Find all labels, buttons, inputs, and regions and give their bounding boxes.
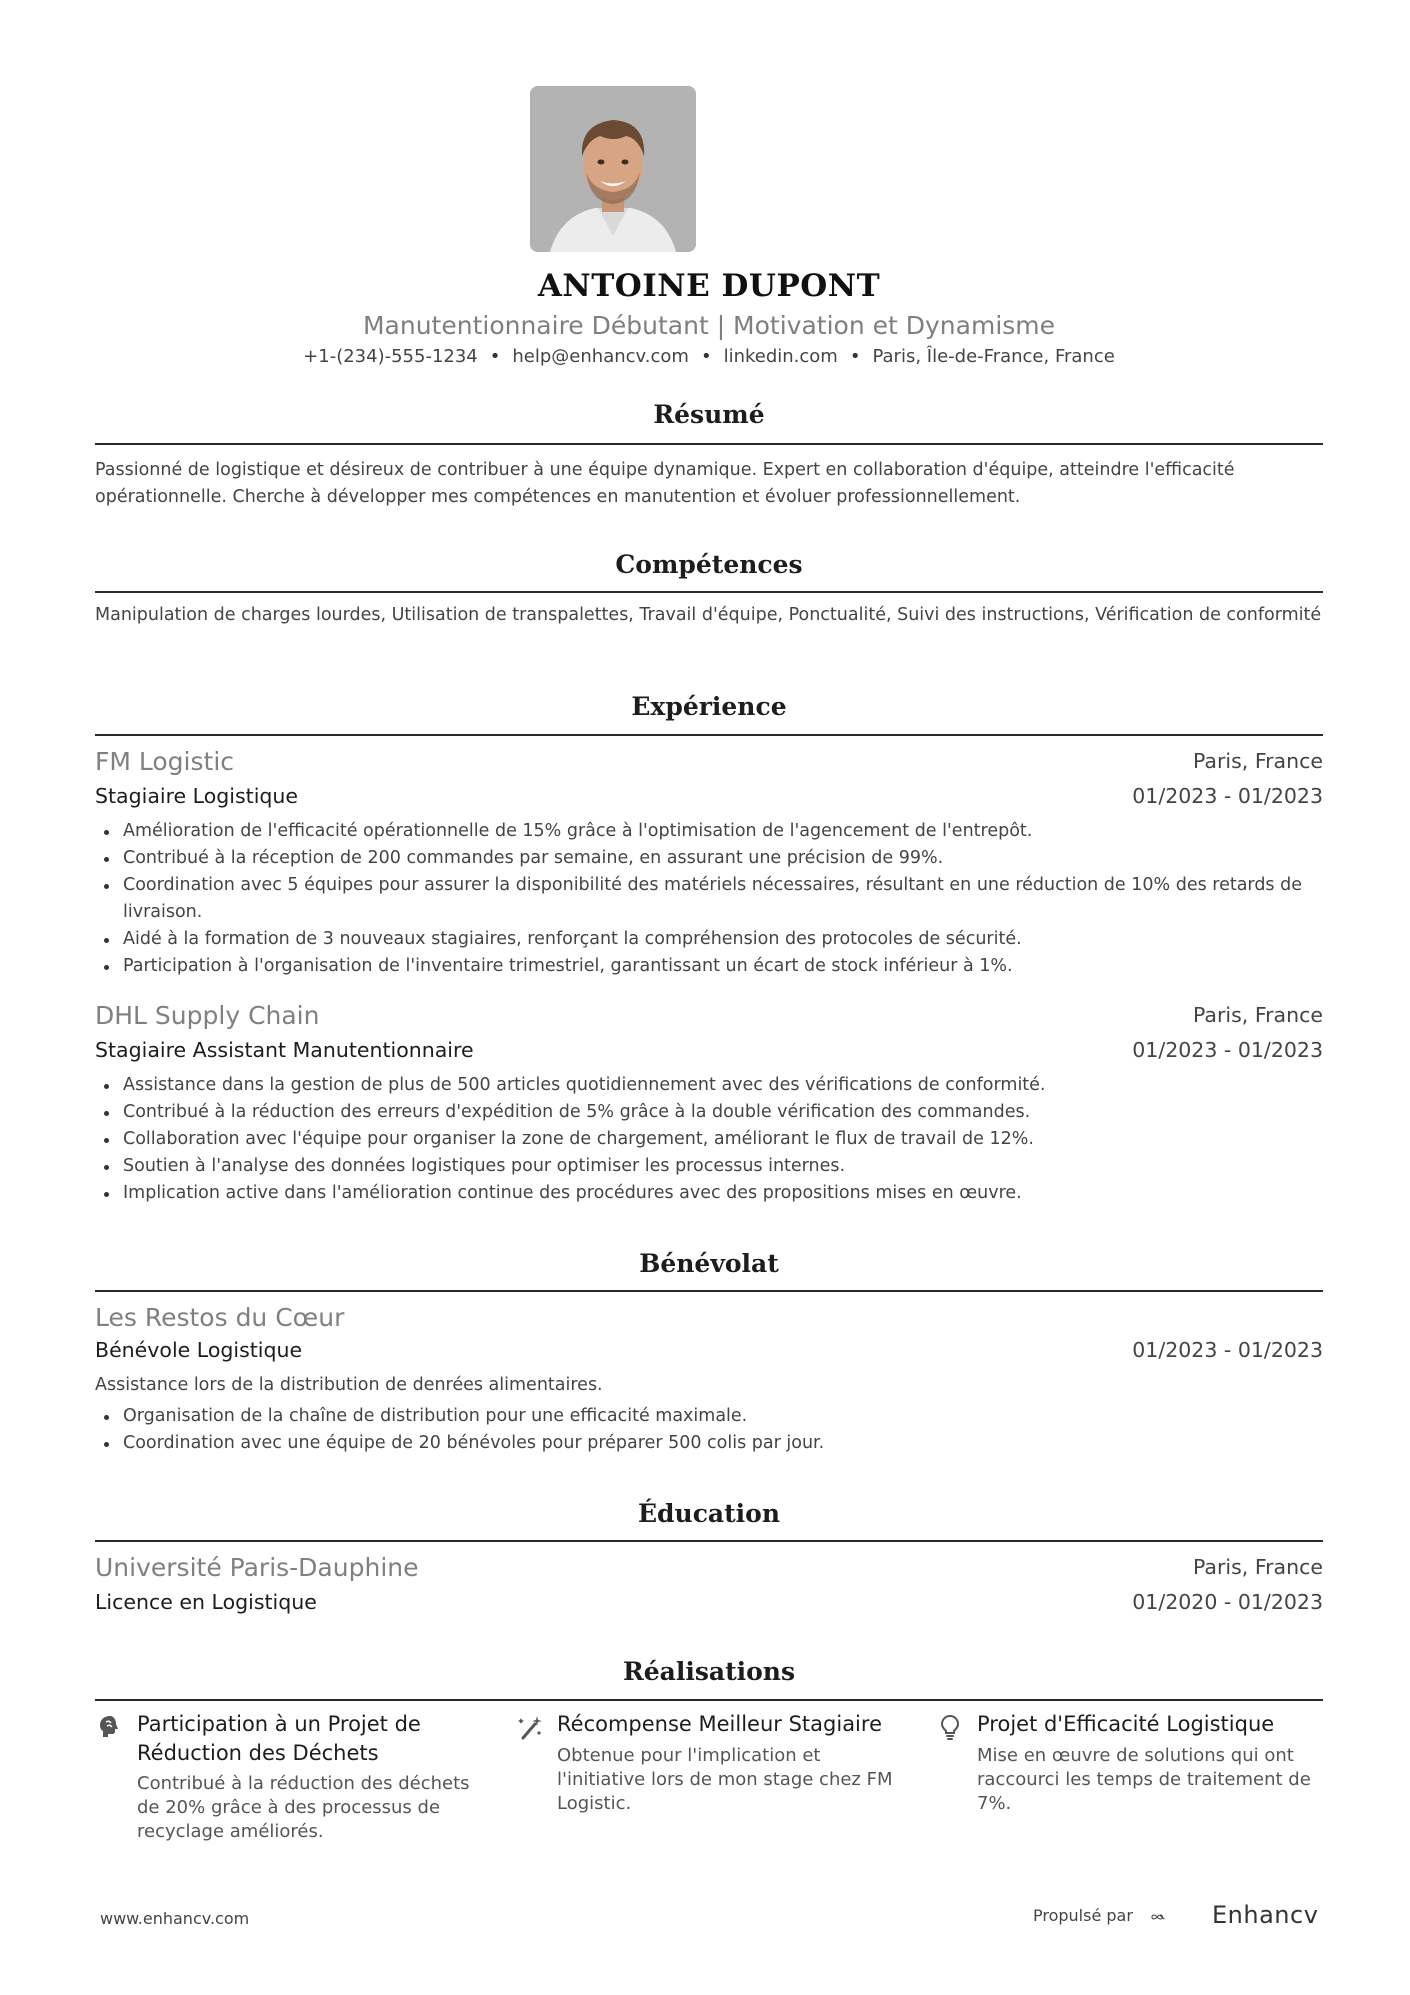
wand-icon <box>515 1712 545 1742</box>
job-role: Stagiaire Assistant Manutentionnaire <box>95 1038 474 1062</box>
section-title-achievements: Réalisations <box>622 1657 796 1686</box>
job-bullets <box>95 1072 1323 1207</box>
list-item: Organisation de la chaîne de distribution pour une efficacité maximale. <box>95 1403 1323 1430</box>
job-location: Paris, France <box>1192 1003 1323 1027</box>
brain-icon <box>95 1712 125 1742</box>
summary-text: Passionné de logistique et désireux de contribuer à une équipe dynamique. Expert en collaboration d'équipe, atteindre l'efficacité opérationnelle. Cherche à développer mes compétences en manutention et évoluer professionnellement. <box>95 460 1235 507</box>
portrait-illustration <box>530 86 696 252</box>
education-dates: 01/2020 - 01/2023 <box>1132 1590 1323 1614</box>
list-item: Contribué à la réduction des erreurs d'expédition de 5% grâce à la double vérification des commandes. <box>95 1099 1323 1126</box>
volunteer-bullets <box>95 1403 1323 1457</box>
achievement-title: Participation à un Projet de Réduction des Déchets <box>137 1712 421 1765</box>
section-title-education: Éducation <box>637 1499 781 1528</box>
phone[interactable]: +1-(234)-555-1234 <box>303 346 478 367</box>
list-item: Coordination avec 5 équipes pour assurer la disponibilité des matériels nécessaires, résultant en une réduction de 10% des retards de livraison. <box>95 872 1323 926</box>
section-divider <box>95 591 1323 593</box>
job-bullets <box>95 818 1323 980</box>
school-location: Paris, France <box>1192 1555 1323 1579</box>
list-item: Amélioration de l'efficacité opérationnelle de 15% grâce à l'optimisation de l'agencement de l'entrepôt. <box>95 818 1323 845</box>
list-item: Coordination avec une équipe de 20 bénévoles pour préparer 500 colis par jour. <box>95 1430 1323 1457</box>
list-item: Aidé à la formation de 3 nouveaux stagiaires, renforçant la compréhension des protocoles de sécurité. <box>95 926 1323 953</box>
candidate-headline: Manutentionnaire Débutant | Motivation et Dynamisme <box>362 311 1056 340</box>
company-name: FM Logistic <box>95 747 235 776</box>
achievement-description: Contribué à la réduction des déchets de 20% grâce à des processus de recyclage améliorés. <box>137 1773 470 1842</box>
candidate-name: ANTOINE DUPONT <box>537 268 881 304</box>
skills-text: Manipulation de charges lourdes, Utilisation de transpalettes, Travail d'équipe, Ponctualité, Suivi des instructions, Vérification de conformité <box>95 605 1322 625</box>
email-link[interactable]: help@enhancv.com <box>512 346 689 367</box>
separator-dot: • <box>489 346 501 367</box>
profile-photo <box>530 86 696 252</box>
enhancv-brand-name[interactable]: Enhancv <box>1212 1901 1319 1929</box>
section-title-volunteer: Bénévolat <box>639 1249 779 1278</box>
list-item: Assistance dans la gestion de plus de 500 articles quotidiennement avec des vérifications de conformité. <box>95 1072 1323 1099</box>
section-divider <box>95 443 1323 445</box>
list-item: Collaboration avec l'équipe pour organiser la zone de chargement, améliorant le flux de travail de 12%. <box>95 1126 1323 1153</box>
list-item: Soutien à l'analyse des données logistiques pour optimiser les processus internes. <box>95 1153 1323 1180</box>
list-item: Participation à l'organisation de l'inventaire trimestriel, garantissant un écart de stock inférieur à 1%. <box>95 953 1323 980</box>
volunteer-role: Bénévole Logistique <box>95 1338 303 1362</box>
separator-dot: • <box>849 346 861 367</box>
footer-powered-by: Propulsé par <box>1033 1906 1133 1925</box>
degree: Licence en Logistique <box>95 1590 317 1614</box>
location: Paris, Île-de-France, France <box>872 346 1115 367</box>
volunteer-org: Les Restos du Cœur <box>95 1303 345 1332</box>
list-item: Contribué à la réception de 200 commandes par semaine, en assurant une précision de 99%. <box>95 845 1323 872</box>
job-dates: 01/2023 - 01/2023 <box>1132 784 1323 808</box>
achievement-title: Projet d'Efficacité Logistique <box>977 1712 1275 1736</box>
school-name: Université Paris-Dauphine <box>95 1553 419 1582</box>
separator-dot: • <box>700 346 712 367</box>
section-divider <box>95 1540 1323 1542</box>
linkedin-link[interactable]: linkedin.com <box>723 346 838 367</box>
achievement-description: Obtenue pour l'implication et l'initiative lors de mon stage chez FM Logistic. <box>557 1745 893 1814</box>
section-divider <box>95 734 1323 736</box>
section-title-summary: Résumé <box>653 400 765 429</box>
achievement-title: Récompense Meilleur Stagiaire <box>557 1712 882 1736</box>
volunteer-dates: 01/2023 - 01/2023 <box>1132 1338 1323 1362</box>
achievement-description: Mise en œuvre de solutions qui ont raccourci les temps de traitement de 7%. <box>977 1745 1311 1814</box>
job-dates: 01/2023 - 01/2023 <box>1132 1038 1323 1062</box>
contact-line <box>95 346 1323 367</box>
footer-website-link[interactable]: www.enhancv.com <box>100 1909 250 1928</box>
job-role: Stagiaire Logistique <box>95 784 299 808</box>
lightbulb-icon <box>935 1712 965 1742</box>
section-divider <box>95 1699 1323 1701</box>
section-divider <box>95 1290 1323 1292</box>
company-name: DHL Supply Chain <box>95 1001 320 1030</box>
section-title-skills: Compétences <box>615 550 803 579</box>
section-title-experience: Expérience <box>631 692 787 721</box>
list-item: Implication active dans l'amélioration continue des procédures avec des propositions mises en œuvre. <box>95 1180 1323 1207</box>
volunteer-description: Assistance lors de la distribution de denrées alimentaires. <box>95 1375 603 1395</box>
enhancv-logo-icon <box>1150 1900 1202 1934</box>
job-location: Paris, France <box>1192 749 1323 773</box>
